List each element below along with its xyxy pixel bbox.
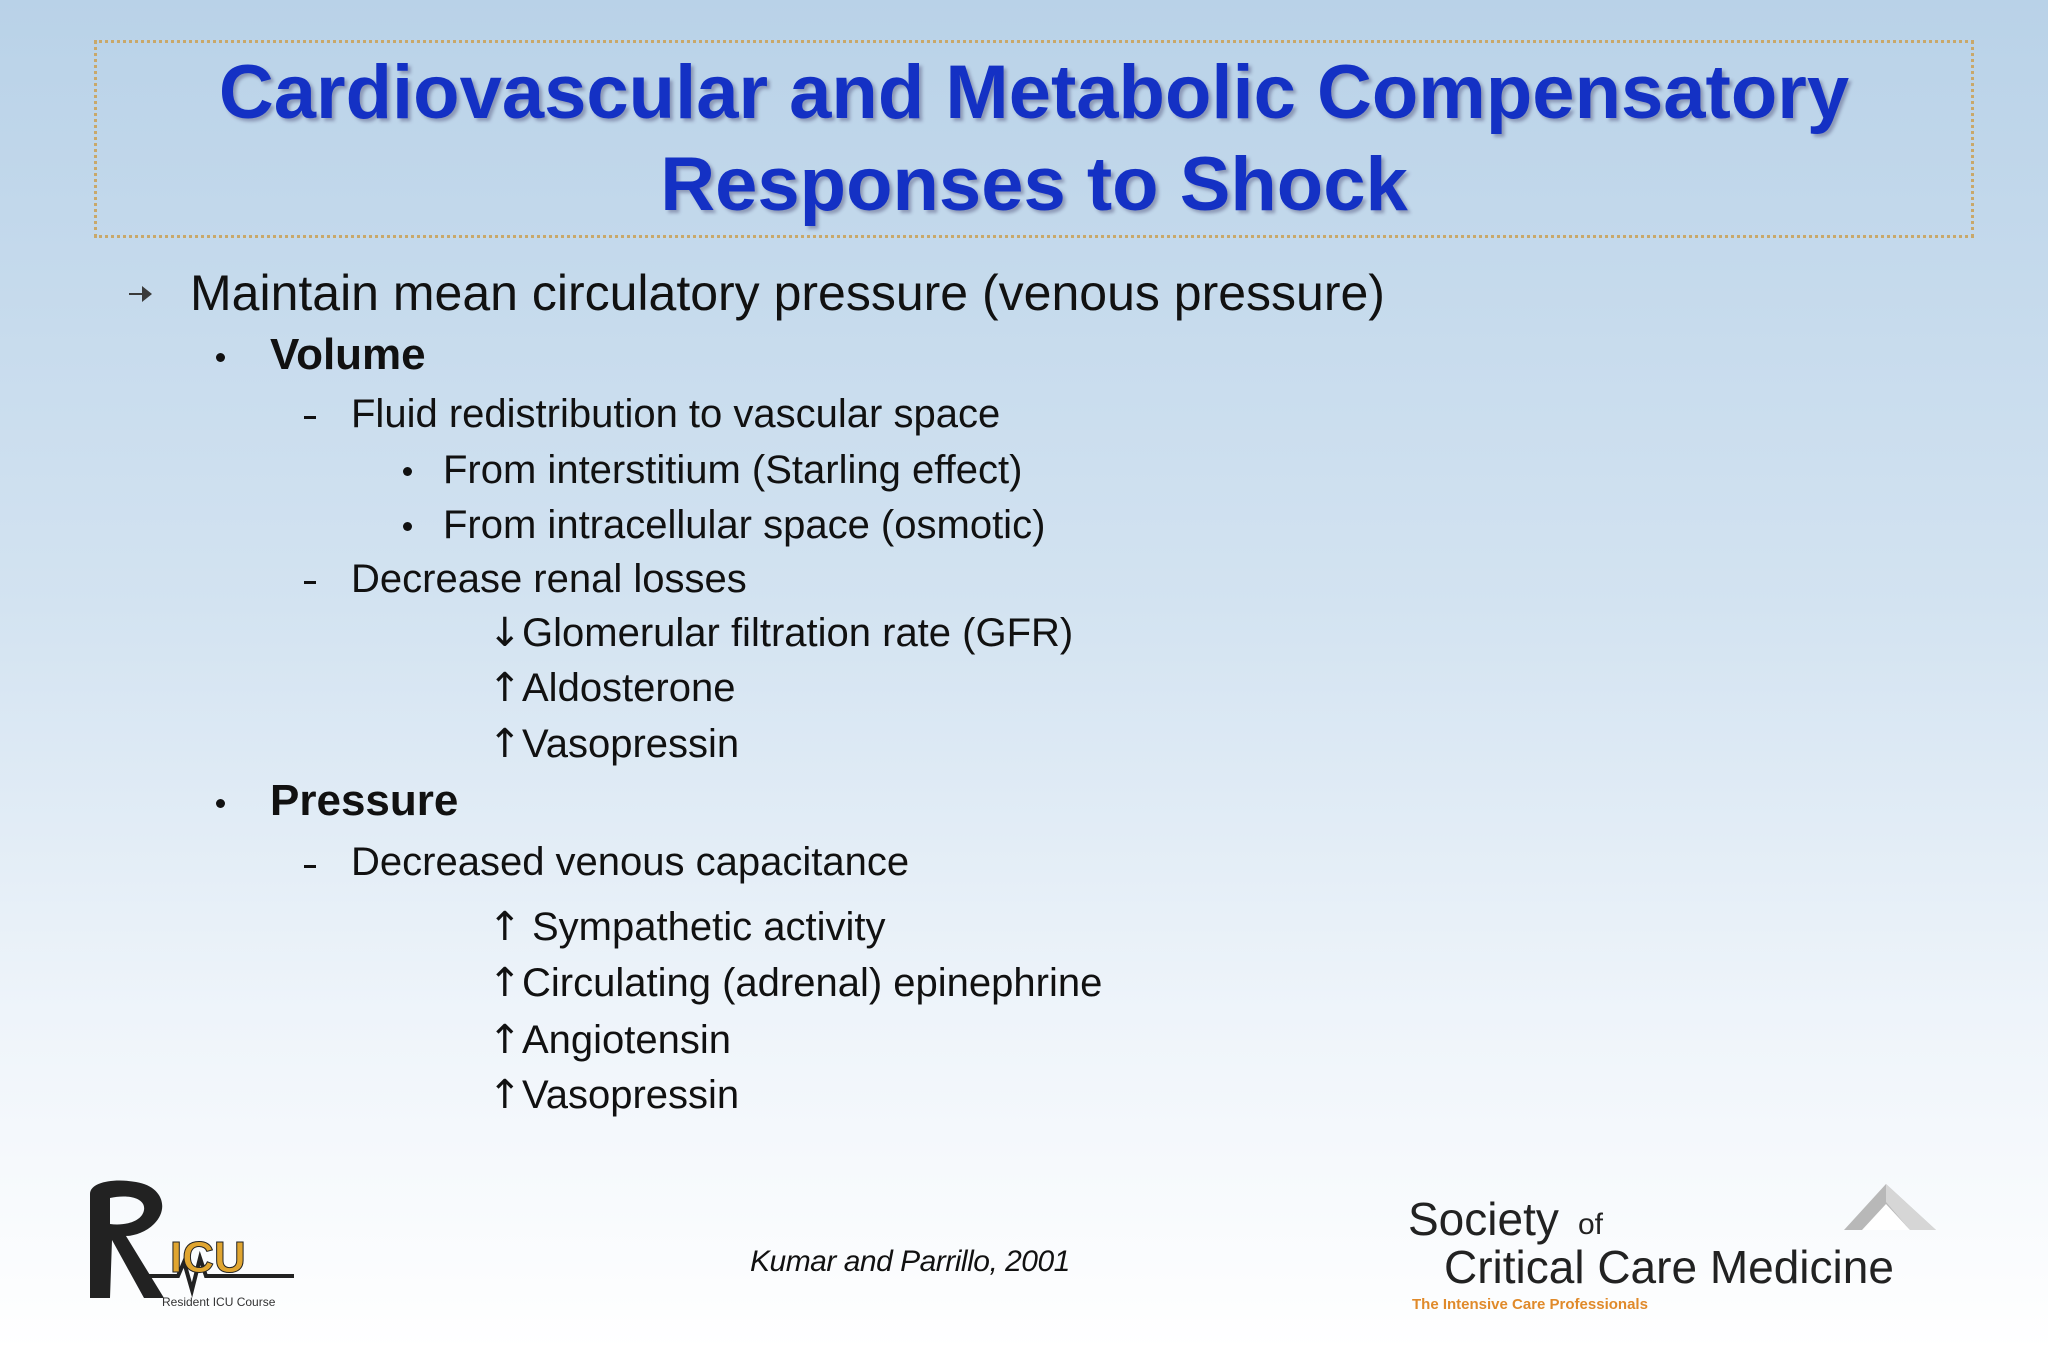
sccm-tagline: The Intensive Care Professionals (1412, 1296, 1648, 1313)
sympathetic-item (488, 904, 885, 950)
bullet-dot (216, 353, 225, 362)
vasopressin-item-2 (488, 1072, 739, 1118)
slide-title-line-1: Cardiovascular and Metabolic Compensatory (218, 50, 1850, 135)
bullet-dot (216, 799, 225, 808)
from-interstitium: From interstitium (Starling effect) (443, 448, 1023, 492)
ricu-caption: Resident ICU Course (162, 1295, 276, 1309)
up-arrow-icon: ↑ (488, 1072, 522, 1118)
dash-bullet (304, 416, 316, 419)
dash-bullet (304, 581, 316, 584)
vasopressin-item (488, 721, 739, 767)
down-arrow-icon: ↓ (488, 610, 522, 656)
sympathetic-label: Sympathetic activity (532, 905, 886, 949)
gfr-item (488, 610, 1073, 656)
up-arrow-icon: ↑ (488, 1017, 522, 1063)
arrow-bullet-icon (126, 280, 154, 308)
angiotensin-label: Angiotensin (522, 1018, 732, 1062)
citation: Kumar and Parrillo, 2001 (750, 1245, 1070, 1278)
pressure-heading: Pressure (270, 776, 459, 825)
up-arrow-icon: ↑ (488, 904, 522, 950)
dash-bullet (304, 865, 316, 868)
volume-heading: Volume (270, 330, 426, 379)
decrease-renal-losses: Decrease renal losses (351, 557, 747, 601)
sccm-society: Society (1408, 1193, 1559, 1245)
sccm-name: Critical Care Medicine (1444, 1241, 1894, 1293)
gfr-label: Glomerular filtration rate (GFR) (522, 611, 1074, 655)
ricu-logo (84, 1178, 314, 1312)
up-arrow-icon: ↑ (488, 960, 522, 1006)
aldosterone-label: Aldosterone (522, 666, 736, 710)
bullet-dot (403, 522, 412, 531)
angiotensin-item (488, 1017, 731, 1063)
sccm-mountain-icon (1840, 1178, 1950, 1238)
vasopressin-label-2: Vasopressin (522, 1073, 740, 1117)
sccm-logo (1400, 1170, 1960, 1320)
bullet-dot (403, 467, 412, 476)
epinephrine-item (488, 960, 1102, 1006)
epinephrine-label: Circulating (adrenal) epinephrine (522, 961, 1103, 1005)
from-intracellular: From intracellular space (osmotic) (443, 503, 1046, 547)
vasopressin-label: Vasopressin (522, 722, 740, 766)
decreased-venous-capacitance: Decreased venous capacitance (351, 840, 910, 884)
up-arrow-icon: ↑ (488, 665, 522, 711)
title-box (94, 40, 1974, 238)
aldosterone-item (488, 665, 735, 711)
up-arrow-icon: ↑ (488, 721, 522, 767)
slide-title-line-2: Responses to Shock (660, 142, 1408, 227)
svg-text:ICU: ICU (170, 1233, 246, 1282)
sccm-of: of (1578, 1208, 1604, 1241)
fluid-redistribution: Fluid redistribution to vascular space (351, 392, 1001, 436)
main-point: Maintain mean circulatory pressure (venous pressure) (190, 265, 1385, 321)
